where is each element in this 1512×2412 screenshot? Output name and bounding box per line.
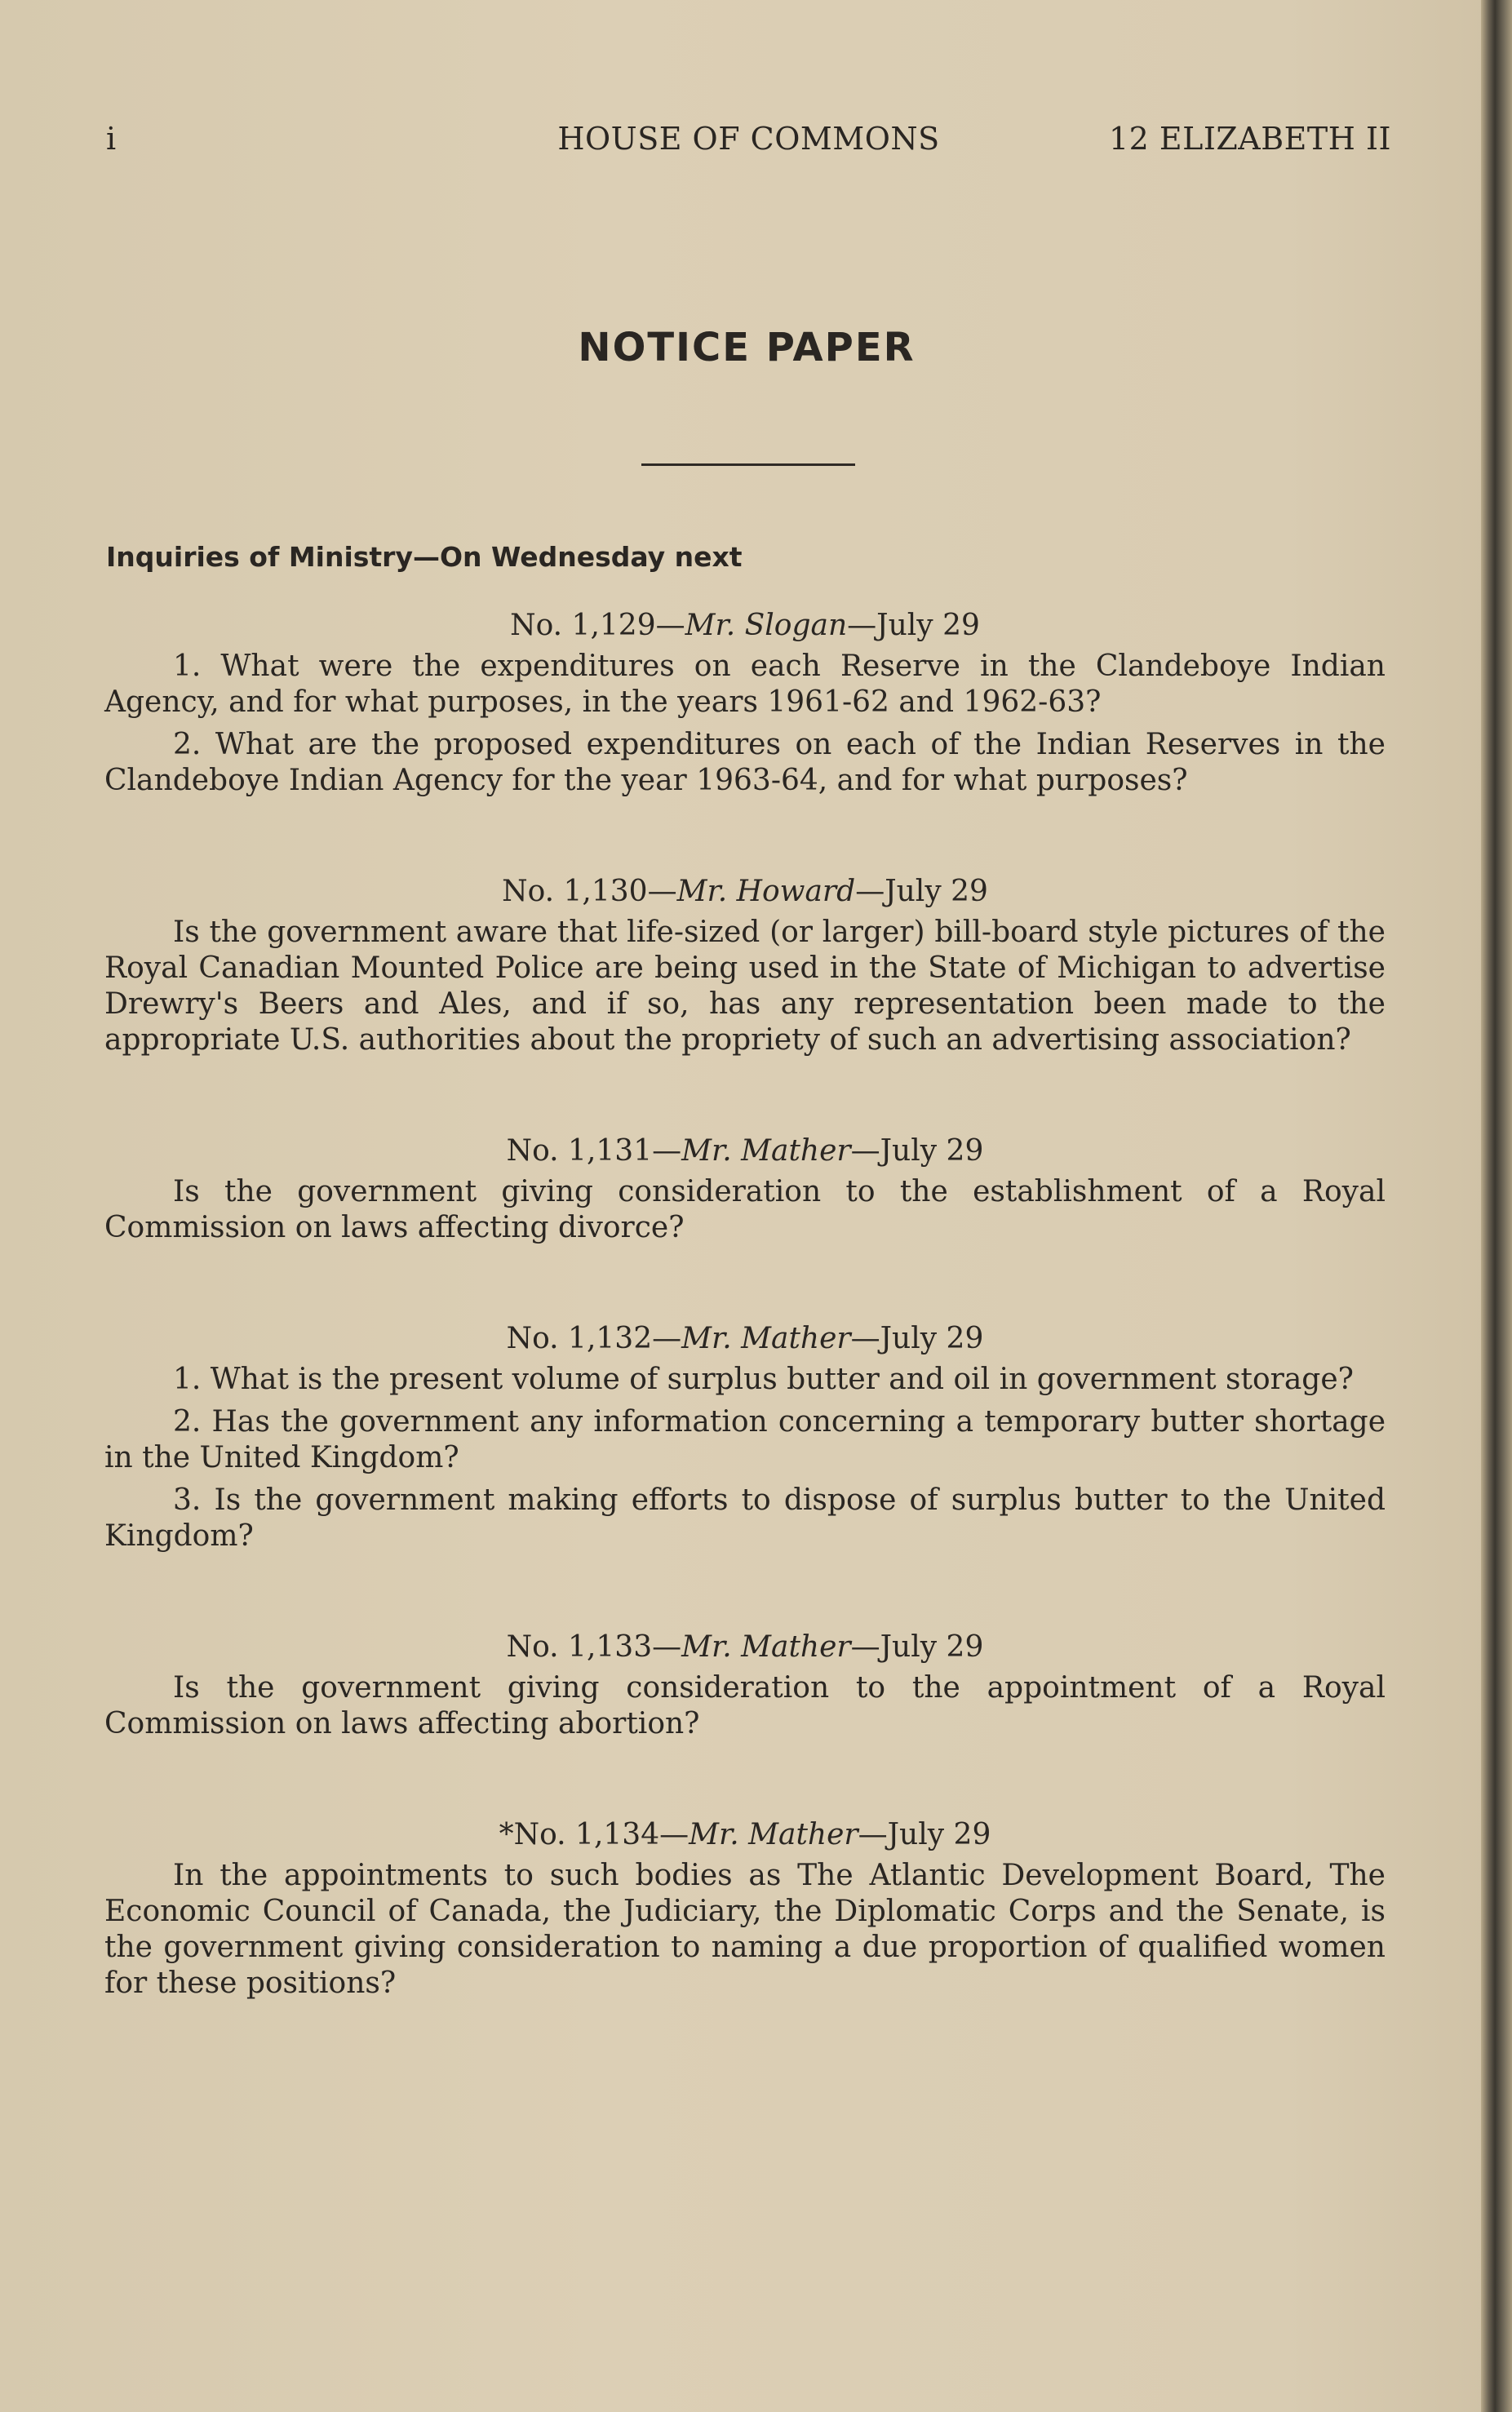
- inquiry-1132: [104, 1321, 1386, 1554]
- inquiry-heading: [104, 1133, 1386, 1169]
- inquiry-question: Is the government aware that life-sized (or larger) bill-board style pictures of the Royal Canadian Mounted Police are being used in the State of Michigan to advertise Drewry's Beers and Ales, and if so, has any representation been made to the appropriate U.S. authorities about the propriety of such an advertising association?: [104, 916, 1386, 1057]
- inquiry-question: 2. Has the government any information concerning a temporary butter shortage in the United Kingdom?: [104, 1405, 1386, 1474]
- inquiry-date: —July 29: [850, 1322, 984, 1355]
- inquiry-question: Is the government giving consideration to the appointment of a Royal Commission on laws affecting abortion?: [104, 1671, 1386, 1740]
- inquiry-member: Mr. Mather: [689, 1818, 858, 1851]
- inquiry-member: Mr. Slogan: [685, 609, 848, 642]
- inquiry-heading: [104, 1321, 1386, 1357]
- inquiry-1134: [104, 1817, 1386, 2002]
- book-spine-gutter: [1481, 0, 1512, 2412]
- inquiry-date: —July 29: [855, 875, 988, 908]
- inquiry-heading: [104, 608, 1386, 644]
- inquiry-question: 1. What is the present volume of surplus butter and oil in government storage?: [173, 1363, 1354, 1396]
- page-title: NOTICE PAPER: [578, 325, 916, 370]
- inquiry-number: No. 1,133—: [506, 1630, 682, 1664]
- inquiry-number: No. 1,130—: [502, 875, 677, 908]
- title-divider: [641, 463, 855, 466]
- inquiry-1130: [104, 874, 1386, 1058]
- page-header: [106, 121, 1391, 162]
- inquiry-1129: [104, 608, 1386, 799]
- inquiry-question: 1. What were the expenditures on each Reserve in the Clandeboye Indian Agency, and for what purposes, in the years 1961-62 and 1962-63?: [104, 650, 1386, 719]
- inquiry-question: Is the government giving consideration to the establishment of a Royal Commission on laws affecting divorce?: [104, 1175, 1386, 1244]
- header-title: HOUSE OF COMMONS: [557, 121, 940, 157]
- inquiry-number: No. 1,131—: [506, 1134, 682, 1168]
- inquiry-number: No. 1,129—: [510, 609, 685, 642]
- inquiry-1133: [104, 1629, 1386, 1742]
- inquiry-date: —July 29: [850, 1134, 984, 1168]
- inquiry-member: Mr. Howard: [676, 875, 856, 908]
- inquiry-question: 2. What are the proposed expenditures on each of the Indian Reserves in the Clandeboye Indian Agency for the year 1963-64, and for what purposes?: [104, 728, 1386, 797]
- inquiry-number: No. 1,132—: [506, 1322, 682, 1355]
- inquiries-list: [104, 608, 1386, 2008]
- inquiry-question: 3. Is the government making efforts to dispose of surplus butter to the United Kingdom?: [104, 1483, 1386, 1553]
- inquiry-heading: [104, 1629, 1386, 1665]
- inquiry-date: —July 29: [847, 609, 980, 642]
- inquiry-number: *No. 1,134—: [499, 1818, 689, 1851]
- inquiry-member: Mr. Mather: [681, 1630, 851, 1664]
- section-heading: Inquiries of Ministry—On Wednesday next: [106, 541, 743, 573]
- inquiry-date: —July 29: [850, 1630, 984, 1664]
- inquiry-date: —July 29: [858, 1818, 991, 1851]
- inquiry-1131: [104, 1133, 1386, 1246]
- page-number: i: [106, 121, 117, 157]
- inquiry-question: In the appointments to such bodies as The Atlantic Development Board, The Economic Council of Canada, the Judiciary, the Diplomatic Corps and the Senate, is the government giving consideration to naming a due proportion of qualified women for these positions?: [104, 1859, 1386, 2000]
- inquiry-heading: [104, 1817, 1386, 1853]
- inquiry-member: Mr. Mather: [681, 1322, 851, 1355]
- inquiry-heading: [104, 874, 1386, 910]
- header-regnal-year: 12 ELIZABETH II: [1108, 121, 1391, 157]
- inquiry-member: Mr. Mather: [681, 1134, 851, 1168]
